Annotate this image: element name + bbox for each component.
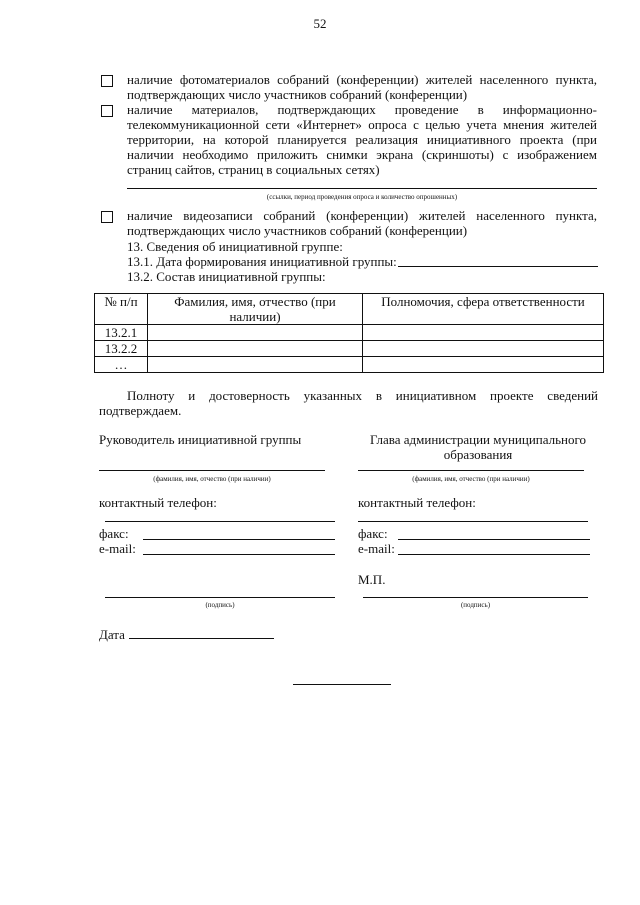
left-email-input[interactable]: [143, 554, 335, 555]
table-row: [95, 325, 604, 341]
row-name-cell[interactable]: [148, 357, 363, 373]
right-signature-caption: (подпись): [460, 601, 491, 609]
left-signer-title: Руководитель инициативной группы: [99, 432, 302, 447]
group-date-label: 13.1. Дата формирования инициативной группы:: [127, 254, 397, 269]
right-phone-input[interactable]: [358, 521, 588, 522]
left-phone-input[interactable]: [105, 521, 335, 522]
left-fax-label: факс:: [99, 526, 129, 541]
date-label: Дата: [99, 627, 125, 642]
left-signature-caption: (подпись): [205, 601, 235, 609]
section13-title: 13. Сведения об инициативной группе:: [127, 239, 343, 254]
end-separator-line: [293, 684, 391, 685]
checkbox-internet[interactable]: [101, 105, 113, 117]
right-signature-input[interactable]: [363, 597, 588, 598]
row-name-cell[interactable]: [148, 325, 363, 341]
checkbox-video[interactable]: [101, 211, 113, 223]
links-caption: (ссылки, период проведения опроса и количество опрошенных): [266, 193, 458, 201]
right-name-caption: (фамилия, имя, отчество (при наличии): [412, 475, 530, 483]
date-input[interactable]: [129, 638, 274, 639]
right-email-input[interactable]: [398, 554, 590, 555]
group-table: [94, 293, 604, 373]
group-date-input[interactable]: [398, 266, 598, 267]
left-fax-input[interactable]: [143, 539, 335, 540]
left-name-caption: (фамилия, имя, отчество (при наличии): [153, 475, 271, 483]
table-header-row: [95, 294, 604, 325]
row-number: 13.2.1: [95, 325, 148, 341]
page-number: 52: [313, 16, 327, 31]
table-row: [95, 357, 604, 373]
col-name-header: Фамилия, имя, отчество (при наличии): [148, 294, 363, 325]
group-composition-label: 13.2. Состав инициативной группы:: [127, 269, 326, 284]
row-number: 13.2.2: [95, 341, 148, 357]
right-email-label: e-mail:: [358, 541, 395, 556]
confirmation-text: Полноту и достоверность указанных в инициативном проекте сведений подтверждаем.: [99, 388, 598, 418]
right-signer-title: Глава администрации муниципального образования: [369, 432, 587, 462]
row-name-cell[interactable]: [148, 341, 363, 357]
right-phone-label: контактный телефон:: [358, 495, 476, 510]
item-video-text: наличие видеозаписи собраний (конференции) жителей населенного пункта, подтверждающих число участников собраний (конференции): [127, 208, 597, 238]
left-signature-input[interactable]: [105, 597, 335, 598]
right-name-input[interactable]: [358, 470, 584, 471]
col-duties-header: Полномочия, сфера ответственности: [363, 294, 604, 325]
row-duties-cell[interactable]: [363, 357, 604, 373]
left-phone-label: контактный телефон:: [99, 495, 217, 510]
row-duties-cell[interactable]: [363, 325, 604, 341]
table-row: [95, 341, 604, 357]
stamp-label: М.П.: [358, 572, 386, 587]
left-email-label: e-mail:: [99, 541, 136, 556]
links-line: [127, 188, 597, 189]
row-number: …: [95, 357, 148, 373]
left-name-input[interactable]: [99, 470, 325, 471]
item-photo-text: наличие фотоматериалов собраний (конференции) жителей населенного пункта, подтверждающих число участников собраний (конференции): [127, 72, 597, 102]
row-duties-cell[interactable]: [363, 341, 604, 357]
item-internet-text: наличие материалов, подтверждающих проведение в информационно-телекоммуникационной сети «Интернет» опроса с целью учета мнения жителей территории, на которой планируется реализация инициативного проекта (при наличии необходимо приложить снимки экрана (скриншоты) с изображением страниц сайтов, страниц в социальных сетях): [127, 102, 597, 177]
right-fax-label: факс:: [358, 526, 388, 541]
right-fax-input[interactable]: [398, 539, 590, 540]
col-number-header: № п/п: [95, 294, 148, 325]
checkbox-photo[interactable]: [101, 75, 113, 87]
